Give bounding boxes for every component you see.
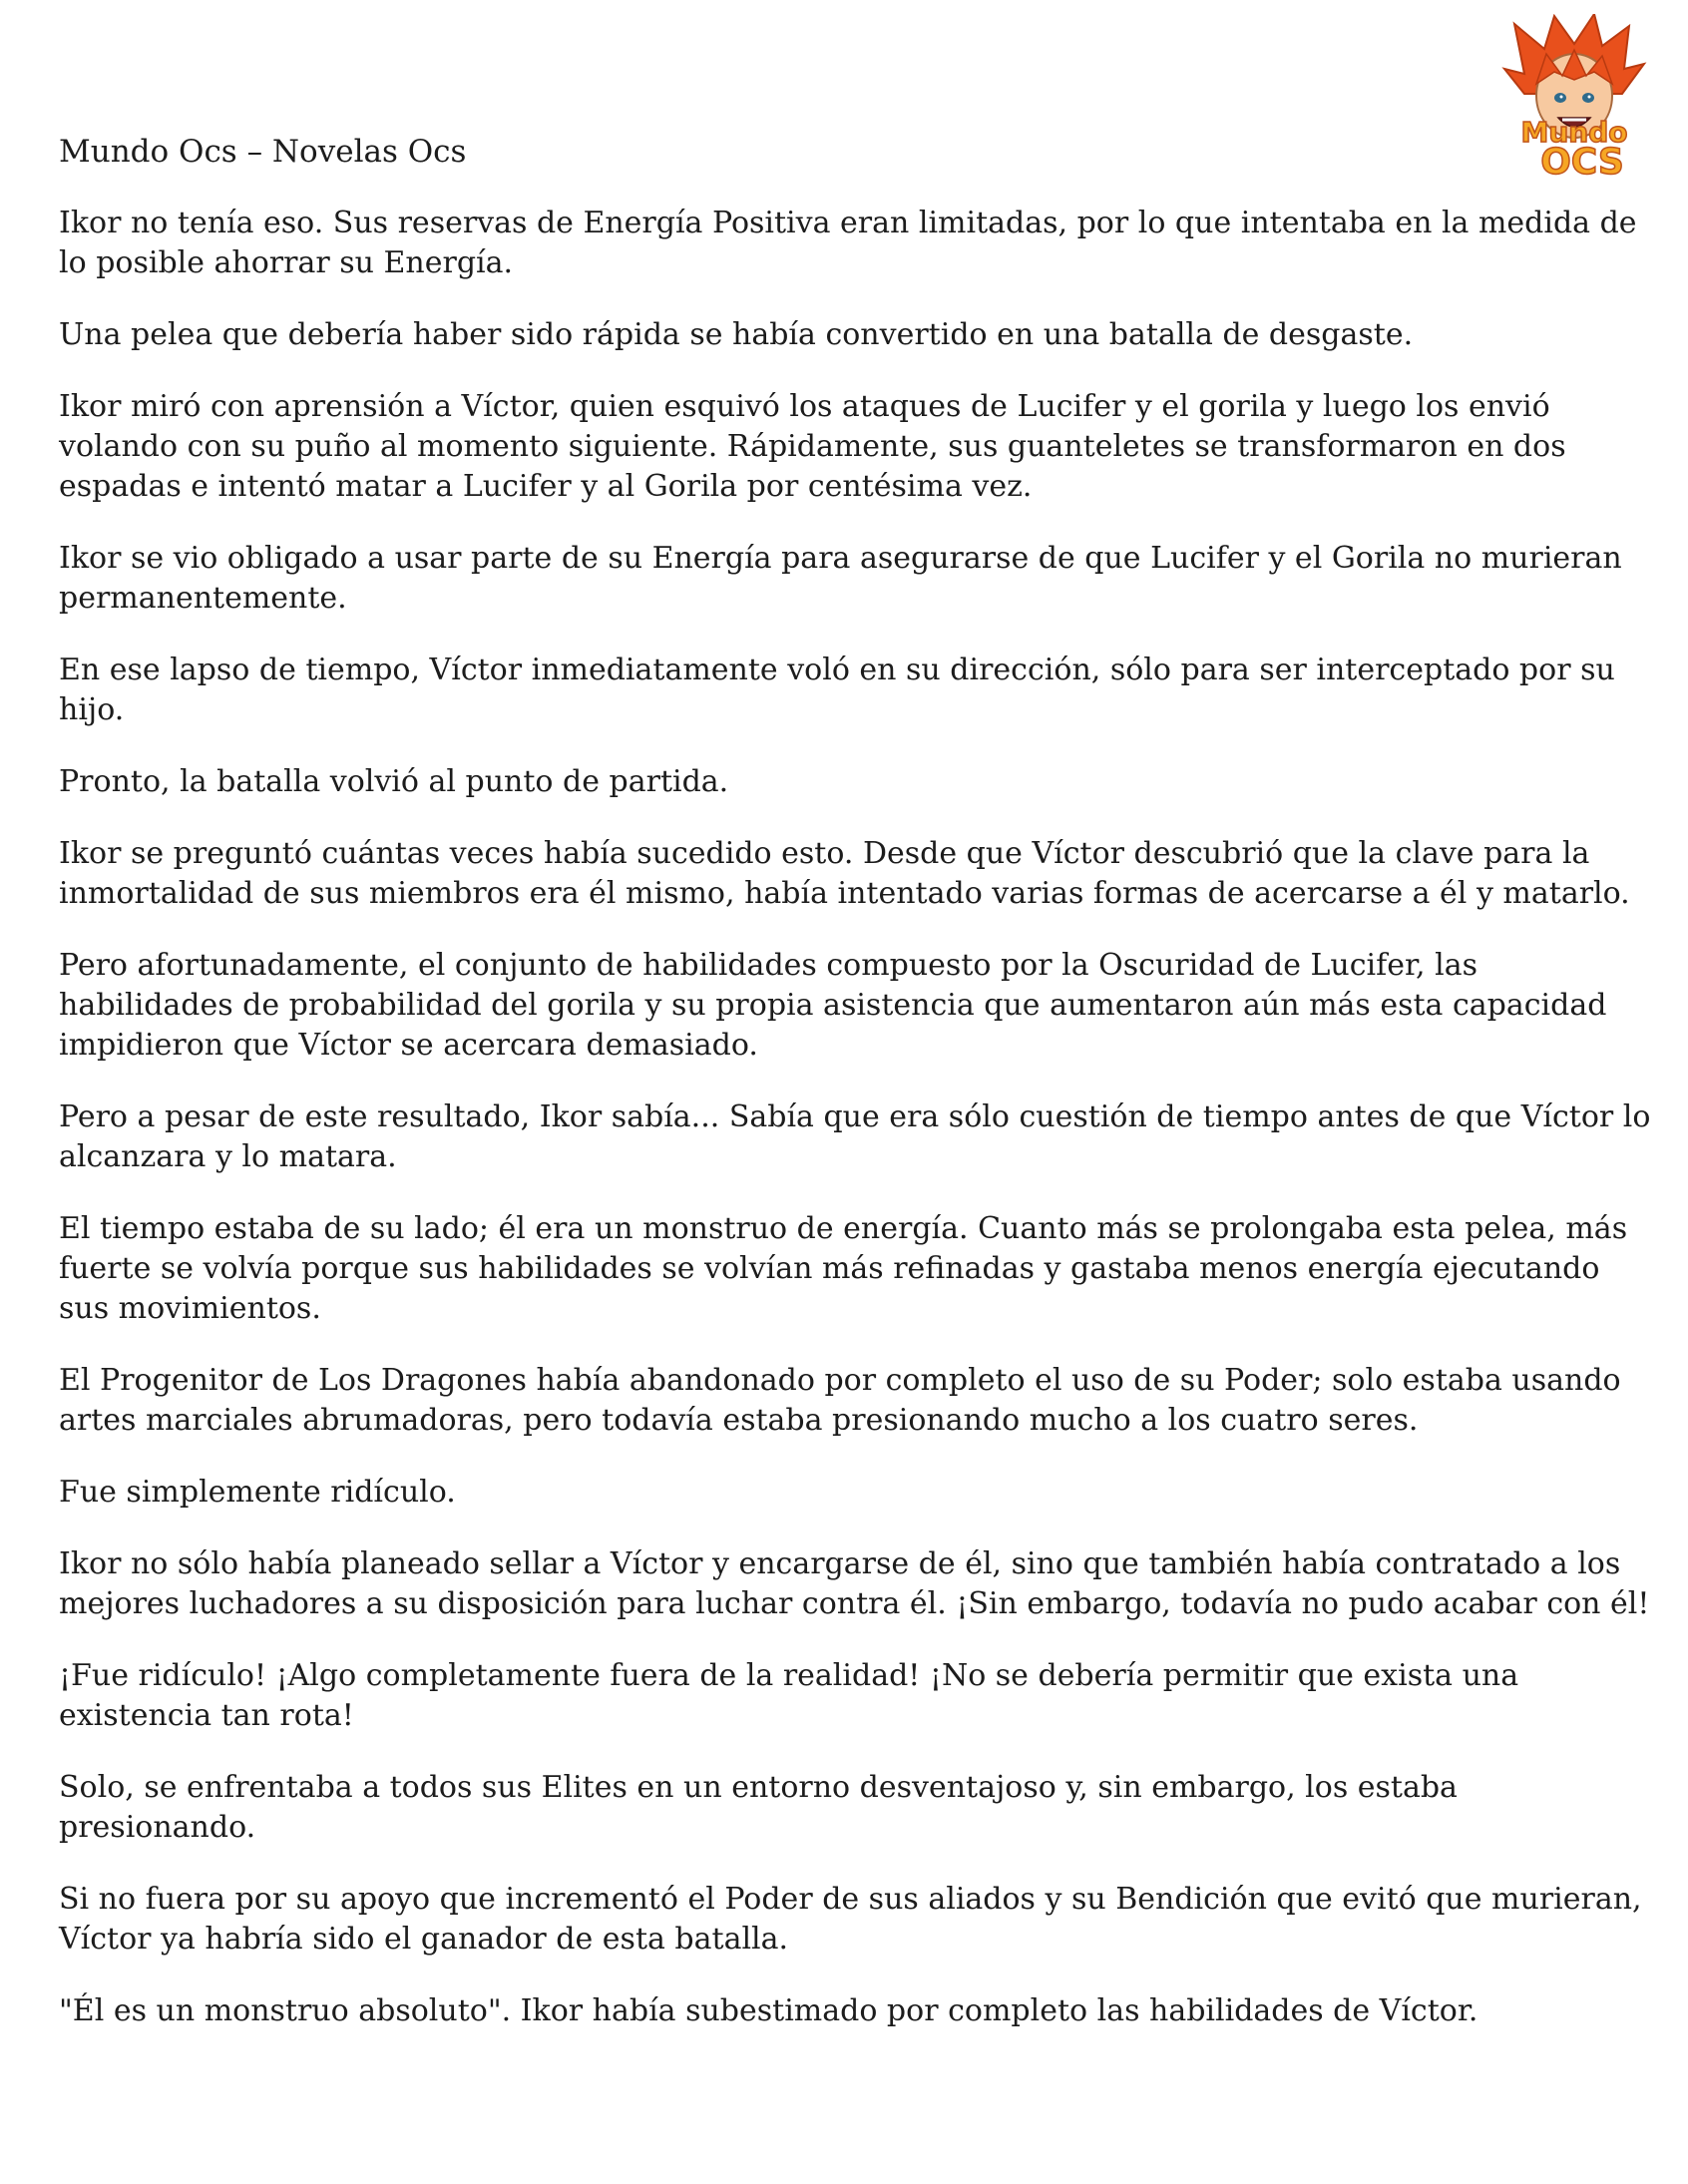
paragraph: Ikor no tenía eso. Sus reservas de Energía Positiva eran limitadas, por lo que intentaba en la medida de lo posible ahorrar su Energía.	[59, 206, 1637, 280]
chapter-body	[59, 204, 1655, 2063]
paragraph: ¡Fue ridículo! ¡Algo completamente fuera de la realidad! ¡No se debería permitir que exista una existencia tan rota!	[59, 1658, 1519, 1733]
svg-text:OCS: OCS	[1540, 142, 1624, 183]
paragraph: El Progenitor de Los Dragones había abandonado por completo el uso de su Poder; solo estaba usando artes marciales abrumadoras, pero todavía estaba presionando mucho a los cuatro seres.	[59, 1363, 1621, 1438]
paragraph: Una pelea que debería haber sido rápida se había convertido en una batalla de desgaste.	[59, 317, 1414, 352]
paragraph: Ikor se preguntó cuántas veces había sucedido esto. Desde que Víctor descubrió que la clave para la inmortalidad de sus miembros era él mismo, había intentado varias formas de acercarse a él y matarlo.	[59, 836, 1630, 911]
paragraph: Solo, se enfrentaba a todos sus Elites en un entorno desventajoso y, sin embargo, los estaba presionando.	[59, 1770, 1458, 1845]
paragraph: Pero a pesar de este resultado, Ikor sabía... Sabía que era sólo cuestión de tiempo antes de que Víctor lo alcanzara y lo matara.	[59, 1099, 1651, 1174]
paragraph: Ikor se vio obligado a usar parte de su Energía para asegurarse de que Lucifer y el Gorila no murieran permanentemente.	[59, 541, 1622, 616]
page-header: Mundo Ocs – Novelas Ocs	[59, 134, 467, 170]
paragraph: Si no fuera por su apoyo que incrementó el Poder de sus aliados y su Bendición que evitó que murieran, Víctor ya habría sido el ganador de esta batalla.	[59, 1882, 1642, 1957]
paragraph: Pronto, la batalla volvió al punto de partida.	[59, 764, 729, 799]
paragraph: "Él es un monstruo absoluto". Ikor había subestimado por completo las habilidades de Víctor.	[59, 1993, 1478, 2028]
paragraph: Fue simplemente ridículo.	[59, 1475, 456, 1510]
paragraph: Ikor no sólo había planeado sellar a Víctor y encargarse de él, sino que también había contratado a los mejores luchadores a su disposición para luchar contra él. ¡Sin embargo, todavía no pudo acabar con él!	[59, 1546, 1650, 1621]
paragraph: Ikor miró con aprensión a Víctor, quien esquivó los ataques de Lucifer y el gorila y luego los envió volando con su puño al momento siguiente. Rápidamente, sus guanteletes se transformaron en dos espadas e intentó matar a Lucifer y al Gorila por centésima vez.	[59, 389, 1566, 504]
paragraph: El tiempo estaba de su lado; él era un monstruo de energía. Cuanto más se prolongaba esta pelea, más fuerte se volvía porque sus habilidades se volvían más refinadas y gastaba menos energía ejecutando sus movimientos.	[59, 1211, 1628, 1326]
mundo-ocs-logo	[1484, 14, 1664, 184]
paragraph: Pero afortunadamente, el conjunto de habilidades compuesto por la Oscuridad de Lucifer, las habilidades de probabilidad del gorila y su propia asistencia que aumentaron aún más esta capacidad impidieron que Víctor se acercara demasiado.	[59, 948, 1607, 1063]
paragraph: En ese lapso de tiempo, Víctor inmediatamente voló en su dirección, sólo para ser interceptado por su hijo.	[59, 653, 1615, 727]
svg-text:Mundo: Mundo	[1520, 116, 1628, 149]
